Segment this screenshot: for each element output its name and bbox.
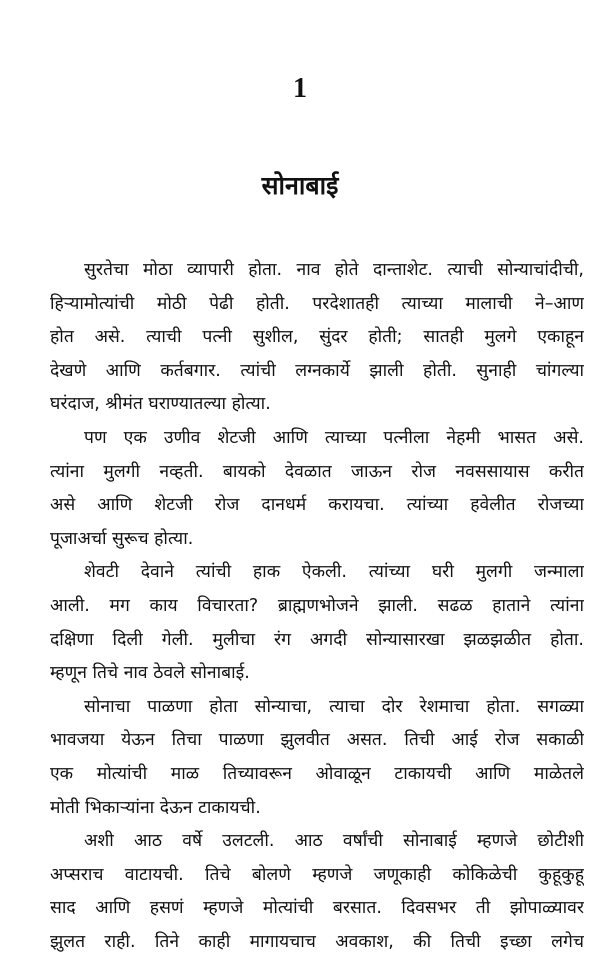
paragraph-3 xyxy=(16,556,584,690)
text-line: सोनाचा पाळणा होता सोन्याचा, त्याचा दोर रेशमाचा होता. सगळ्या xyxy=(84,696,584,717)
text-line: होत असे. त्याची पत्नी सुशील, सुंदर होती; सातही मुलगे एकाहून xyxy=(50,327,584,348)
text-line: झुलत राही. तिने काही मागायचाच अवकाश, की तिची इच्छा लगेच xyxy=(50,931,584,952)
paragraph-2 xyxy=(16,422,584,556)
paragraph-5 xyxy=(16,825,584,959)
text-line: दक्षिणा दिली गेली. मुलीचा रंग अगदी सोन्यासारखा झळझळीत होता. xyxy=(50,629,584,650)
chapter-title: सोनाबाई xyxy=(261,171,339,200)
text-line: एक मोत्यांची माळ तिच्यावरून ओवाळून टाकायची आणि माळेतले xyxy=(50,763,584,784)
chapter-number: 1 xyxy=(293,73,307,104)
text-line: म्हणून तिचे नाव ठेवले सोनाबाई. xyxy=(50,663,250,684)
text-line: त्यांना मुलगी नव्हती. बायको देवळात जाऊन रोज नवससायास करीत xyxy=(50,461,584,482)
text-line: आली. मग काय विचारता? ब्राह्मणभोजने झाली. सढळ हाताने त्यांना xyxy=(50,595,584,616)
text-line: शेवटी देवाने त्यांची हाक ऐकली. त्यांच्या घरी मुलगी जन्माला xyxy=(84,562,584,583)
text-line: अशी आठ वर्षे उलटली. आठ वर्षांची सोनाबाई म्हणजे छोटीशी xyxy=(84,831,584,852)
text-line: भावजया येऊन तिचा पाळणा झुलवीत असत. तिची आई रोज सकाळी xyxy=(50,730,584,751)
text-line: साद आणि हसणं म्हणजे मोत्यांची बरसात. दिवसभर ती झोपाळ्यावर xyxy=(50,898,584,919)
text-line: हिऱ्यामोत्यांची मोठी पेढी होती. परदेशातही त्याच्या मालाची ने–आण xyxy=(50,293,584,314)
text-line: घरंदाज, श्रीमंत घराण्यातल्या होत्या. xyxy=(50,394,271,415)
paragraph-1 xyxy=(16,254,584,422)
paragraph-4 xyxy=(16,691,584,825)
text-line: देखणे आणि कर्तबगार. त्यांची लग्नकार्ये झाली होती. सुनाही चांगल्या xyxy=(50,360,584,381)
text-line: सुरतेचा मोठा व्यापारी होता. नाव होते दान्ताशेट. त्याची सोन्याचांदीची, xyxy=(84,260,584,280)
chapter-body xyxy=(16,254,584,959)
text-line: पूजाअर्चा सुरूच होत्या. xyxy=(50,528,194,549)
text-line: असे आणि शेटजी रोज दानधर्म करायचा. त्यांच्या हवेलीत रोजच्या xyxy=(50,495,584,516)
text-line: अप्सराच वाटायची. तिचे बोलणे म्हणजे जणूकाही कोकिळेची कुहूकुहू xyxy=(50,864,584,885)
text-line: पण एक उणीव शेटजी आणि त्याच्या पत्नीला नेहमी भासत असे. xyxy=(84,427,584,448)
text-line: मोती भिकाऱ्यांना देऊन टाकायची. xyxy=(50,797,261,818)
